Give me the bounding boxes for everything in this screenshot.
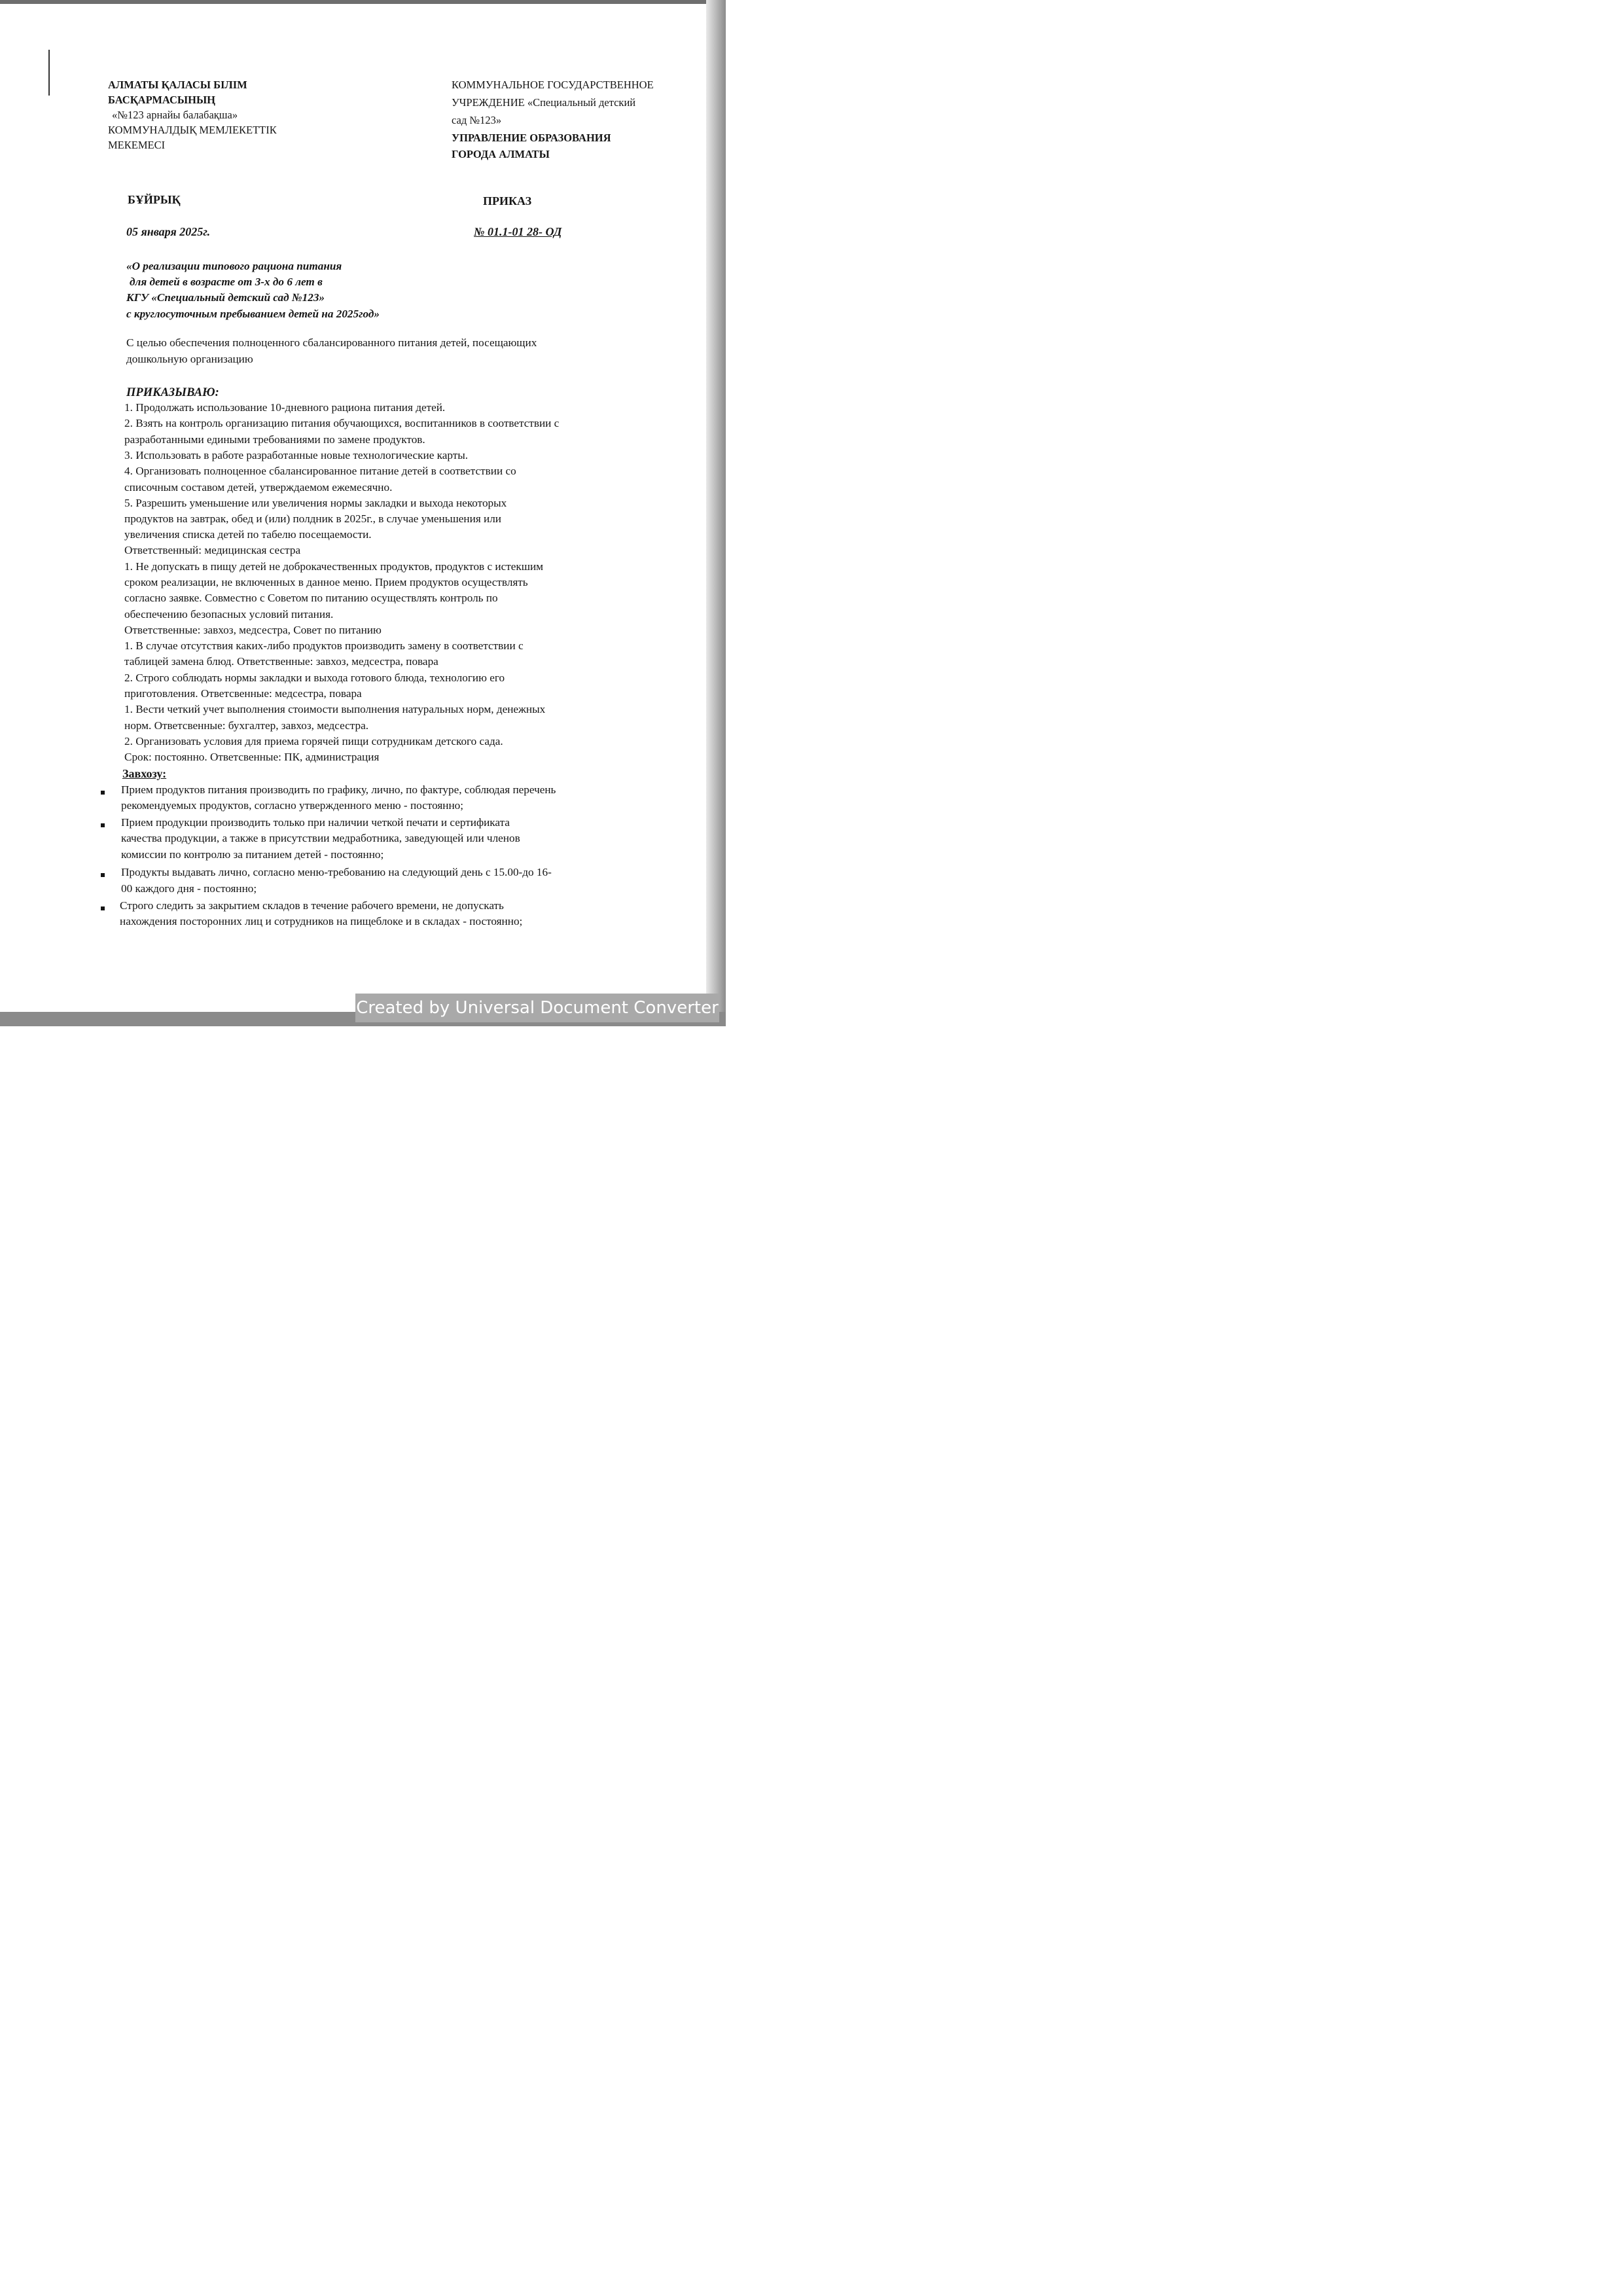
- letterhead-kz-line: БАСҚАРМАСЫНЫҢ: [108, 94, 216, 106]
- body-line: приготовления. Ответсвенные: медсестра, повара: [124, 687, 362, 700]
- body-line: 1. Продолжать использование 10-дневного рациона питания детей.: [124, 401, 446, 414]
- letterhead-kz: [108, 77, 317, 152]
- order-date: 05 января 2025г.: [126, 225, 211, 238]
- converter-watermark: Created by Universal Document Converter: [355, 994, 719, 1022]
- body-line: списочным составом детей, утверждаемом ежемесячно.: [124, 481, 393, 493]
- margin-mark: [48, 50, 50, 96]
- scan-right-edge: [706, 0, 726, 1026]
- body-line: Срок: постоянно. Ответсвенные: ПК, администрация: [124, 751, 380, 763]
- body-line: Ответственный: медицинская сестра: [124, 544, 301, 556]
- bullet-marker: [101, 873, 105, 877]
- order-title-line: для детей в возрасте от 3-х до 6 лет в: [130, 276, 323, 288]
- bullet-marker: [101, 791, 105, 795]
- bullet-marker: [101, 906, 105, 910]
- doc-type-ru: ПРИКАЗ: [483, 194, 532, 207]
- body-line: согласно заявке. Совместно с Советом по питанию осуществлять контроль по: [124, 592, 498, 604]
- bullet-marker: [101, 823, 105, 827]
- body-line: 1. Не допускать в пищу детей не доброкачественных продуктов, продуктов с истекшим: [124, 560, 544, 573]
- body-line: 2. Организовать условия для приема горячей пищи сотрудникам детского сада.: [124, 735, 503, 747]
- order-title-line: с круглосуточным пребыванием детей на 2025год»: [126, 308, 380, 320]
- body-line: 5. Разрешить уменьшение или увеличения нормы закладки и выхода некоторых: [124, 497, 507, 509]
- body-line: обеспечению безопасных условий питания.: [124, 608, 334, 620]
- purpose-line: дошкольную организацию: [126, 353, 253, 365]
- letterhead-kz-line: «№123 арнайы балабақша»: [112, 109, 238, 121]
- bullet-line: Прием продуктов питания производить по графику, лично, по фактуре, соблюдая перечень: [121, 783, 556, 796]
- order-heading: ПРИКАЗЫВАЮ:: [126, 386, 219, 399]
- letterhead-ru: [452, 77, 681, 162]
- body-line: разработанными едиными требованиями по замене продуктов.: [124, 433, 425, 446]
- letterhead-ru-line: ГОРОДА АЛМАТЫ: [452, 148, 550, 160]
- body-line: 2. Взять на контроль организацию питания обучающихся, воспитанников в соответствии с: [124, 417, 560, 429]
- body-line: 4. Организовать полноценное сбалансированное питание детей в соответствии со: [124, 465, 516, 477]
- doc-type-kz: БҰЙРЫҚ: [128, 193, 181, 206]
- section-heading: Завхозу:: [122, 767, 167, 780]
- letterhead-kz-line: АЛМАТЫ ҚАЛАСЫ БІЛІМ: [108, 79, 247, 91]
- bullet-line: Строго следить за закрытием складов в течение рабочего времени, не допускать: [120, 899, 504, 912]
- order-number: № 01.1-01 28- ОД: [474, 225, 562, 238]
- letterhead-ru-line: УПРАВЛЕНИЕ ОБРАЗОВАНИЯ: [452, 132, 611, 144]
- order-title-line: «О реализации типового рациона питания: [126, 260, 342, 272]
- body-line: 1. Вести четкий учет выполнения стоимости выполнения натуральных норм, денежных: [124, 703, 546, 715]
- bullet-line: рекомендуемых продуктов, согласно утвержденного меню - постоянно;: [121, 799, 464, 812]
- body-line: таблицей замена блюд. Ответственные: завхоз, медсестра, повара: [124, 655, 438, 668]
- letterhead-kz-line: МЕКЕМЕСІ: [108, 139, 166, 151]
- body-line: 3. Использовать в работе разработанные новые технологические карты.: [124, 449, 469, 461]
- bullet-line: Продукты выдавать лично, согласно меню-требованию на следующий день с 15.00-до 16-: [121, 866, 552, 878]
- body-line: норм. Ответсвенные: бухгалтер, завхоз, медсестра.: [124, 719, 369, 732]
- bullet-line: 00 каждого дня - постоянно;: [121, 882, 257, 895]
- body-line: Ответственные: завхоз, медсестра, Совет по питанию: [124, 624, 382, 636]
- letterhead-ru-line: УЧРЕЖДЕНИЕ «Специальный детский: [452, 96, 636, 109]
- body-line: продуктов на завтрак, обед и (или) полдник в 2025г., в случае уменьшения или: [124, 512, 501, 525]
- bullet-line: нахождения посторонних лиц и сотрудников на пищеблоке и в складах - постоянно;: [120, 915, 523, 927]
- body-line: 2. Строго соблюдать нормы закладки и выхода готового блюда, технологию его: [124, 672, 505, 684]
- letterhead-ru-line: сад №123»: [452, 114, 502, 126]
- purpose-line: С целью обеспечения полноценного сбалансированного питания детей, посещающих: [126, 336, 537, 349]
- bullet-line: Прием продукции производить только при наличии четкой печати и сертификата: [121, 816, 510, 829]
- letterhead-ru-line: КОММУНАЛЬНОЕ ГОСУДАРСТВЕННОЕ: [452, 79, 654, 91]
- order-title-line: КГУ «Специальный детский сад №123»: [126, 291, 325, 304]
- bullet-line: комиссии по контролю за питанием детей - постоянно;: [121, 848, 384, 861]
- body-line: увеличения списка детей по табелю посещаемости.: [124, 528, 372, 541]
- letterhead-kz-line: КОММУНАЛДЫҚ МЕМЛЕКЕТТІК: [108, 124, 277, 136]
- body-line: 1. В случае отсутствия каких-либо продуктов производить замену в соответствии с: [124, 639, 524, 652]
- body-line: сроком реализации, не включенных в данное меню. Прием продуктов осуществлять: [124, 576, 528, 588]
- bullet-line: качества продукции, а также в присутствии медработника, заведующей или членов: [121, 832, 520, 844]
